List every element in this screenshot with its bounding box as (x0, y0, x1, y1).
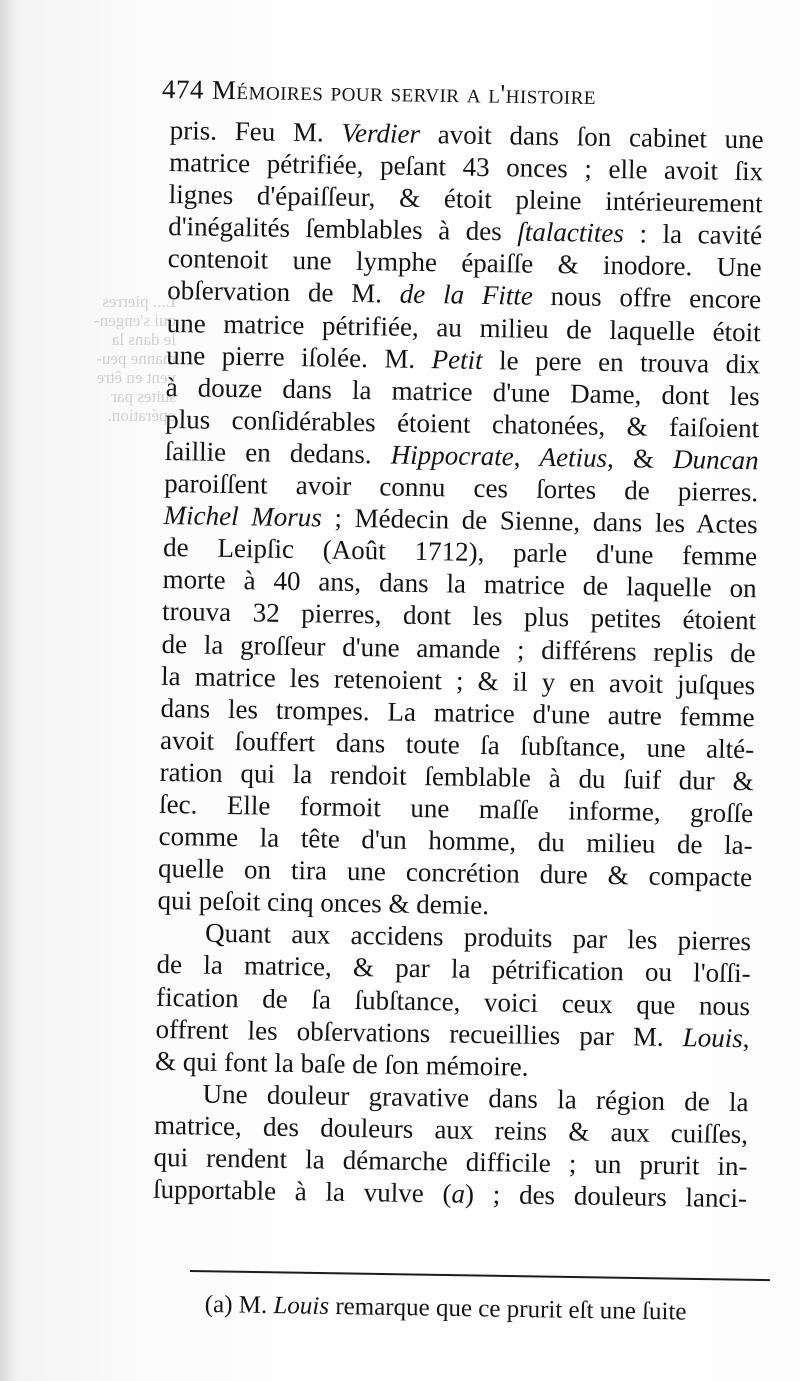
text-span: le pere en trouva dix (482, 344, 761, 379)
text-span: ſaillie en dedans. (164, 435, 392, 470)
text-span: ; Médecin de Sienne, dans les Actes (321, 502, 758, 540)
show-through-line: suites par (111, 387, 176, 406)
text-span: de la matrice, & par la pétrification ou l'oſſi- (156, 949, 751, 989)
italic-text: Petit (431, 343, 483, 375)
footnote-text: remarque que ce prurit eſt une ſuite (328, 1292, 687, 1326)
running-title: Mémoires pour servir a l'histoire (211, 74, 597, 111)
text-span: Une douleur gravative dans la région de la (202, 1078, 749, 1118)
show-through-line: qui s'engen- (94, 311, 176, 330)
text-span: qui rendent la démarche difficile ; un prurit in- (153, 1141, 748, 1182)
italic-text: a (451, 1178, 466, 1209)
text-span: de la groſſeur d'une amande ; différens replis de (161, 628, 756, 668)
show-through-line: vent en être (96, 368, 176, 387)
page-number: 474 (161, 74, 205, 105)
italic-text: Duncan (672, 443, 759, 476)
show-through-text (48, 292, 176, 425)
show-through-line: opération. (107, 406, 176, 425)
text-span: offrent les obſervations recueillies par M. (155, 1013, 684, 1052)
footnote-marker: (a) (204, 1290, 233, 1319)
italic-text: Hippocrate (390, 439, 514, 472)
page-gutter-shadow (0, 0, 18, 1381)
text-span: avoit ſouffert dans toute ſa ſubſtance, une alté- (159, 724, 755, 765)
text-span: nous offre encore (532, 281, 762, 315)
text-span: ) ; des douleurs lanci- (464, 1178, 748, 1214)
running-head (162, 74, 742, 113)
body-text (153, 114, 764, 1214)
text-span: dans les trompes. La matrice d'une autre femme (160, 692, 755, 732)
text-span: obſervation de M. (166, 275, 401, 310)
show-through-line: manne peu- (96, 349, 176, 368)
text-span: ſec. Elle formoit une maſſe informe, groſſe (158, 788, 754, 829)
show-through-line: L... pierres (102, 292, 176, 311)
text-span: & qui font la baſe de ſon mémoire. (154, 1045, 529, 1082)
italic-text: de la Fitte (399, 279, 534, 312)
text-span: , & (606, 442, 674, 474)
text-span: qui peſoit cinq onces & demie. (157, 885, 490, 921)
text-span: paroiſſent avoir connu ces ſortes de pierres. (163, 467, 759, 508)
text-span: de Leipſic (Août 1712), parle d'une femme (162, 532, 758, 572)
footnote-name: Louis (273, 1292, 330, 1320)
text-span: contenoit une lymphe épaiſſe & inodore. Une (167, 243, 762, 283)
text-span: une pierre iſolée. M. (165, 339, 432, 374)
text-span: plus conſidérables étoient chatonées, & faiſoient (164, 403, 760, 444)
text-span: matrice pétrifiée, peſant 43 onces ; elle avoit ſix (169, 147, 764, 187)
text-span: ration qui la rendoit ſemblable à du ſuif dur & (159, 756, 754, 797)
italic-text: Louis (682, 1021, 744, 1053)
text-span: , (513, 441, 540, 472)
text-span: Quant aux accidens produits par les pierres (204, 917, 752, 957)
text-span: d'inégalités ſemblables à des (168, 211, 518, 247)
text-span: , (742, 1022, 750, 1053)
text-span: matrice, des douleurs aux reins & aux cuiſſes, (153, 1109, 749, 1150)
text-span: ſupportable à la vulve ( (152, 1173, 452, 1209)
footnote-rule (190, 1270, 770, 1281)
italic-text: ſtalactites (517, 216, 625, 249)
italic-text: Verdier (341, 117, 421, 149)
footnote-prefix: M. (232, 1291, 274, 1320)
footnote (205, 1290, 775, 1329)
show-through-line: le dans la (111, 330, 176, 349)
text-span: comme la tête d'un homme, du milieu de la- (158, 820, 753, 861)
text-span: la matrice les retenoient ; & il y en avoit juſques (160, 660, 756, 700)
text-span: une matrice pétrifiée, au milieu de laquelle étoit (166, 307, 761, 347)
italic-text: Aetius (539, 441, 608, 473)
italic-text: Michel Morus (163, 500, 323, 533)
text-span: avoit dans ſon cabinet une (419, 118, 764, 155)
text-span: morte à 40 ans, dans la matrice de laquelle on (162, 564, 757, 604)
text-span: : la cavité (623, 218, 763, 251)
text-span: à douze dans la matrice d'une Dame, dont les (165, 371, 760, 412)
text-span: pris. Feu M. (169, 114, 342, 148)
text-span: fication de ſa ſubſtance, voici ceux que nous (155, 981, 751, 1021)
text-span: trouva 32 pierres, dont les plus petites étoient (161, 596, 757, 636)
text-span: quelle on tira une concrétion dure & compacte (157, 853, 753, 893)
text-span: lignes d'épaiſſeur, & étoit pleine intérieurement (168, 179, 763, 219)
